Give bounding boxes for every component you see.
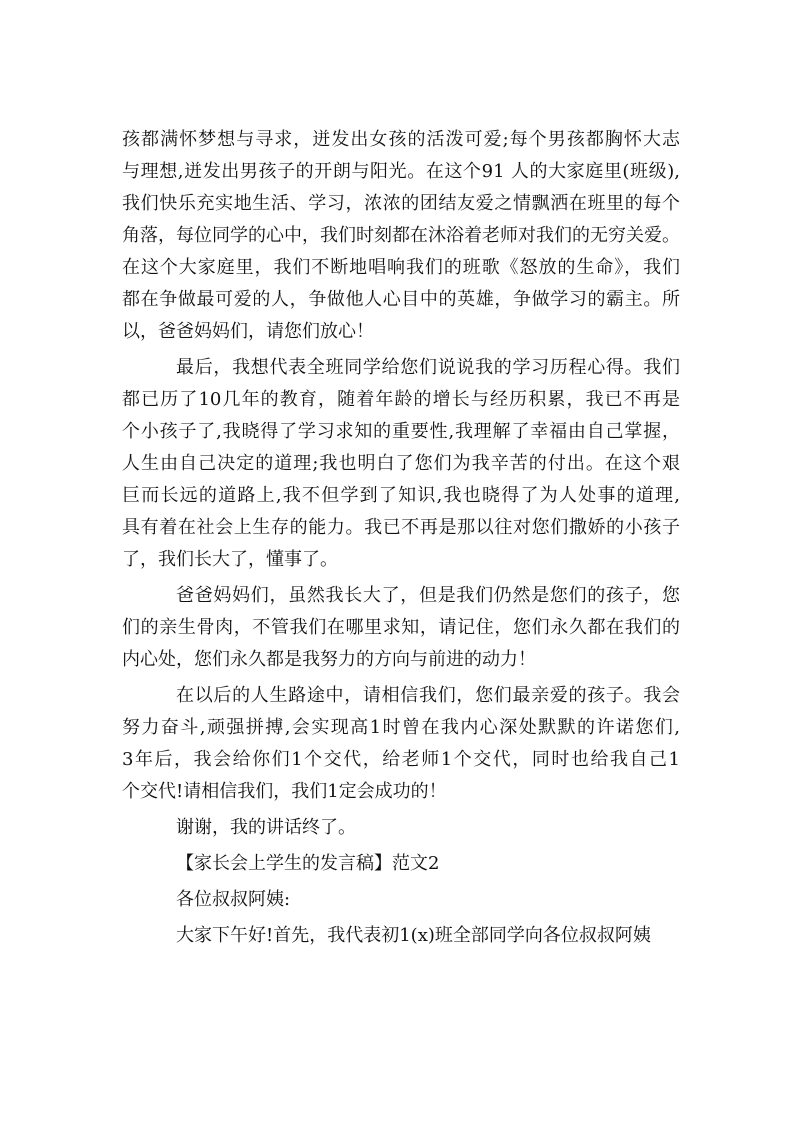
text-line: 了，我们长大了，懂事了。 <box>122 549 338 570</box>
paragraph <box>122 352 680 576</box>
paragraph <box>122 680 680 808</box>
text-line: 都已历了10几年的教育，随着年龄的增长与经历积累，我已不再是 <box>122 389 680 410</box>
text-line: 大家下午好!首先，我代表初1(x)班全部同学向各位叔叔阿姨 <box>176 925 651 946</box>
text-line: 人生由自己决定的道理;我也明白了您们为我辛苦的付出。在这个艰 <box>122 453 680 474</box>
text-line: 各位叔叔阿姨: <box>176 889 291 910</box>
text-line: 谢谢，我的讲话终了。 <box>176 817 356 838</box>
text-line: 我们快乐充实地生活、学习，浓浓的团结友爱之情飘洒在班里的每个 <box>122 193 680 214</box>
paragraph <box>122 812 680 844</box>
text-line: 个交代!请相信我们，我们1定会成功的！ <box>122 781 447 802</box>
paragraph <box>122 124 680 348</box>
paragraph <box>122 580 680 676</box>
paragraph <box>122 848 680 880</box>
text-line: 巨而长远的道路上,我不但学到了知识,我也晓得了为人处事的道理, <box>122 485 680 506</box>
text-line: 【家长会上学生的发言稿】范文2 <box>176 853 440 874</box>
text-line: 努力奋斗,顽强拼搏,会实现高1时曾在我内心深处默默的许诺您们, <box>122 717 680 738</box>
text-line: 在这个大家庭里，我们不断地唱响我们的班歌《怒放的生命》，我们 <box>122 257 680 278</box>
paragraph <box>122 884 680 916</box>
text-line: 以，爸爸妈妈们，请您们放心！ <box>122 321 374 342</box>
text-line: 在以后的人生路途中，请相信我们，您们最亲爱的孩子。我会 <box>176 685 680 706</box>
text-line: 角落，每位同学的心中，我们时刻都在沐浴着老师对我们的无穷关爱。 <box>122 225 680 246</box>
text-line: 具有着在社会上生存的能力。我已不再是那以往对您们撒娇的小孩子 <box>122 517 680 538</box>
text-line: 孩都满怀梦想与寻求，迸发出女孩的活泼可爱;每个男孩都胸怀大志 <box>122 129 680 150</box>
text-line: 最后，我想代表全班同学给您们说说我的学习历程心得。我们 <box>176 357 680 378</box>
text-line: 个小孩子了,我晓得了学习求知的重要性,我理解了幸福由自己掌握， <box>122 421 680 442</box>
text-line: 3年后，我会给你们1个交代，给老师1个交代，同时也给我自己1 <box>122 749 680 770</box>
paragraph <box>122 920 680 952</box>
text-line: 都在争做最可爱的人，争做他人心目中的英雄，争做学习的霸主。所 <box>122 289 680 310</box>
text-line: 们的亲生骨肉，不管我们在哪里求知，请记住，您们永久都在我们的 <box>122 617 680 638</box>
document-body <box>122 124 680 952</box>
text-line: 与理想,迸发出男孩子的开朗与阳光。在这个91 人的大家庭里(班级), <box>122 161 680 182</box>
text-line: 内心处，您们永久都是我努力的方向与前进的动力！ <box>122 649 536 670</box>
text-line: 爸爸妈妈们，虽然我长大了，但是我们仍然是您们的孩子，您 <box>176 585 680 606</box>
